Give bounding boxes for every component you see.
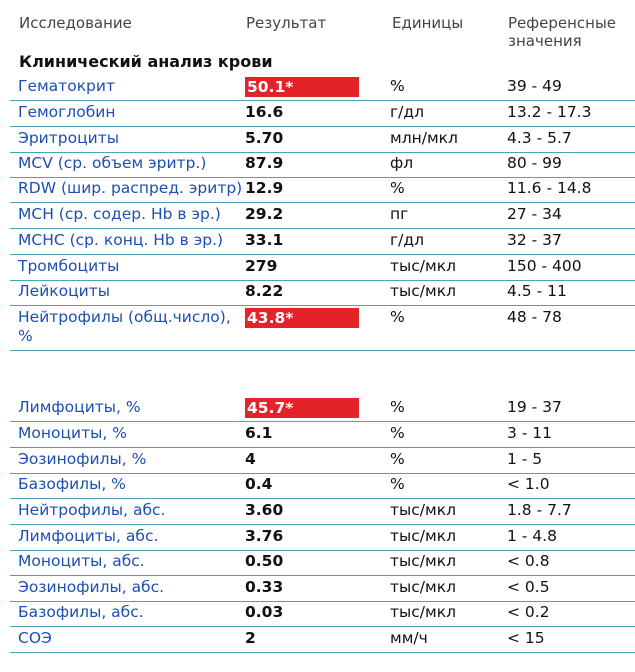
row-name: СОЭ — [18, 629, 52, 647]
row-result: 8.22 — [245, 282, 284, 300]
table-row — [10, 396, 635, 422]
row-result-flagged: 45.7* — [245, 398, 359, 418]
row-ref: 80 - 99 — [507, 154, 562, 172]
table-row — [10, 627, 635, 653]
row-ref: 150 - 400 — [507, 257, 582, 275]
header-name: Исследование — [19, 14, 132, 32]
row-name: Эозинофилы, абс. — [18, 578, 165, 596]
row-name: Лейкоциты — [18, 282, 111, 300]
row-result: 279 — [245, 257, 278, 275]
row-name: MCV (ср. объем эритр.) — [18, 154, 207, 172]
header-reference — [508, 14, 616, 50]
row-result-flagged: 43.8* — [245, 308, 359, 328]
table-row — [10, 177, 635, 203]
table-row — [10, 127, 635, 153]
row-ref: 19 - 37 — [507, 398, 562, 416]
row-name: Тромбоциты — [18, 257, 120, 275]
row-ref: 3 - 11 — [507, 424, 553, 442]
row-units: фл — [390, 154, 414, 172]
row-name: MCHC (ср. конц. Hb в эр.) — [18, 231, 224, 249]
row-result: 87.9 — [245, 154, 284, 172]
table-row — [10, 473, 635, 499]
row-result: 0.50 — [245, 552, 284, 570]
row-ref: 1 - 5 — [507, 450, 543, 468]
row-units: % — [390, 308, 405, 326]
header-reference-line2: значения — [508, 32, 582, 50]
row-units: тыс/мкл — [390, 552, 456, 570]
row-result: 3.60 — [245, 501, 284, 519]
row-result: 33.1 — [245, 231, 284, 249]
row-units: % — [390, 77, 405, 95]
row-units: мм/ч — [390, 629, 428, 647]
row-result: 2 — [245, 629, 256, 647]
row-name: Эозинофилы, % — [18, 450, 147, 468]
row-ref: 32 - 37 — [507, 231, 562, 249]
table-row — [10, 422, 635, 448]
table-row — [10, 203, 635, 229]
row-name — [18, 308, 231, 346]
header-units: Единицы — [392, 14, 464, 32]
row-name: Моноциты, % — [18, 424, 127, 442]
table-row — [10, 280, 635, 306]
row-name: MCH (ср. содер. Hb в эр.) — [18, 205, 221, 223]
row-name: Лимфоциты, % — [18, 398, 141, 416]
table-header — [0, 8, 635, 52]
table-row — [10, 499, 635, 525]
row-name: Базофилы, % — [18, 475, 126, 493]
table-row — [10, 255, 635, 281]
row-ref: 4.3 - 5.7 — [507, 129, 572, 147]
row-units: тыс/мкл — [390, 501, 456, 519]
row-result: 5.70 — [245, 129, 284, 147]
row-result: 3.76 — [245, 527, 284, 545]
row-name: Нейтрофилы, абс. — [18, 501, 166, 519]
row-result: 0.33 — [245, 578, 284, 596]
row-name: Гемоглобин — [18, 103, 116, 121]
row-name: Эритроциты — [18, 129, 119, 147]
table-row — [10, 229, 635, 255]
row-ref: < 0.8 — [507, 552, 550, 570]
row-units: тыс/мкл — [390, 527, 456, 545]
header-result: Результат — [246, 14, 327, 32]
row-result: 4 — [245, 450, 256, 468]
row-ref: < 1.0 — [507, 475, 550, 493]
row-result: 29.2 — [245, 205, 284, 223]
row-name: RDW (шир. распред. эритр) — [18, 179, 243, 197]
table-row — [10, 75, 635, 101]
table-row — [10, 576, 635, 602]
row-ref: < 0.5 — [507, 578, 550, 596]
row-ref: 1 - 4.8 — [507, 527, 557, 545]
row-name: Гематокрит — [18, 77, 115, 95]
row-units: тыс/мкл — [390, 257, 456, 275]
row-units: % — [390, 424, 405, 442]
row-ref: 4.5 - 11 — [507, 282, 567, 300]
row-result: 0.4 — [245, 475, 273, 493]
row-result: 6.1 — [245, 424, 273, 442]
row-name-line2: % — [18, 327, 33, 345]
row-ref: 1.8 - 7.7 — [507, 501, 572, 519]
row-units: тыс/мкл — [390, 282, 456, 300]
table-row — [10, 101, 635, 127]
section-title: Клинический анализ крови — [19, 52, 273, 71]
row-units: г/дл — [390, 231, 424, 249]
row-ref: 39 - 49 — [507, 77, 562, 95]
header-reference-line1: Референсные — [508, 14, 617, 32]
row-units: тыс/мкл — [390, 578, 456, 596]
row-units: % — [390, 398, 405, 416]
row-units: тыс/мкл — [390, 603, 456, 621]
row-result: 12.9 — [245, 179, 284, 197]
row-name: Лимфоциты, абс. — [18, 527, 159, 545]
table-row — [10, 601, 635, 627]
row-ref: < 0.2 — [507, 603, 550, 621]
table-row — [10, 448, 635, 474]
row-result: 0.03 — [245, 603, 284, 621]
row-units: % — [390, 179, 405, 197]
row-units: г/дл — [390, 103, 424, 121]
table-row — [10, 152, 635, 178]
row-units: % — [390, 475, 405, 493]
row-name-line1: Нейтрофилы (общ.число), — [18, 308, 231, 326]
row-ref: < 15 — [507, 629, 545, 647]
row-result: 16.6 — [245, 103, 284, 121]
row-name: Моноциты, абс. — [18, 552, 145, 570]
row-result-flagged: 50.1* — [245, 77, 359, 97]
row-units: пг — [390, 205, 409, 223]
table-row — [10, 550, 635, 576]
row-units: % — [390, 450, 405, 468]
row-units: млн/мкл — [390, 129, 458, 147]
table-row — [10, 306, 635, 351]
row-name: Базофилы, абс. — [18, 603, 144, 621]
table-row — [10, 525, 635, 551]
row-ref: 27 - 34 — [507, 205, 562, 223]
row-ref: 11.6 - 14.8 — [507, 179, 592, 197]
row-ref: 48 - 78 — [507, 308, 562, 326]
row-ref: 13.2 - 17.3 — [507, 103, 592, 121]
